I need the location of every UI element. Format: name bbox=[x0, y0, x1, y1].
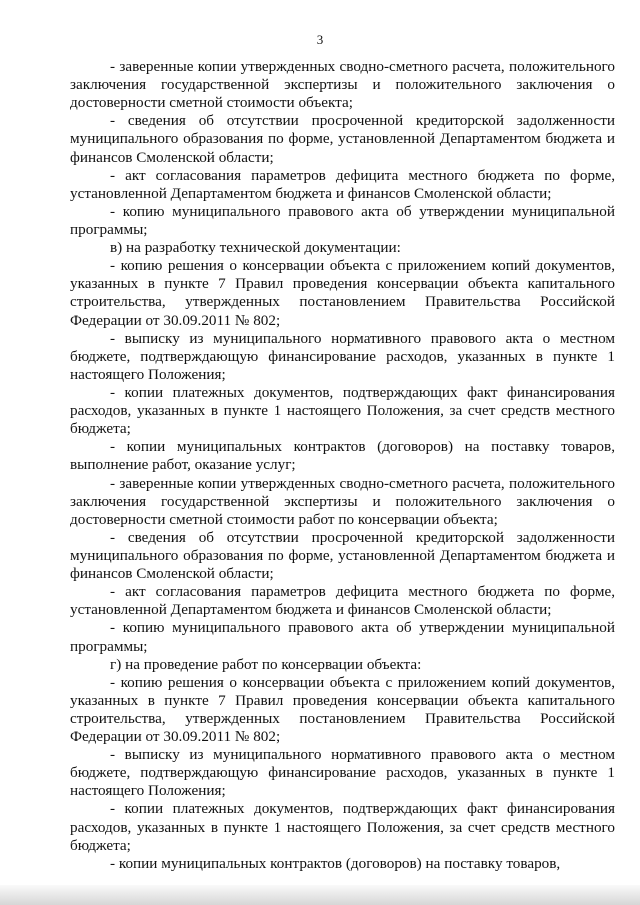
paragraph: - выписку из муниципального нормативного правового акта о местном бюджете, подтверждающую финансирование расходов, указанных в пункте 1 настоящего Положения; bbox=[70, 746, 615, 800]
page-number: 3 bbox=[316, 32, 324, 47]
paragraph: - копии платежных документов, подтверждающих факт финансирования расходов, указанных в пункте 1 настоящего Положения, за счет средств местного бюджета; bbox=[70, 383, 615, 438]
paragraph: - акт согласования параметров дефицита местного бюджета по форме, установленной Департаментом бюджета и финансов Смоленской области; bbox=[70, 583, 615, 619]
paragraph: - выписку из муниципального нормативного правового акта о местном бюджете, подтверждающую финансирование расходов, указанных в пункте 1 настоящего Положения; bbox=[70, 329, 615, 383]
paragraph: - заверенные копии утвержденных сводно-сметного расчета, положительного заключения государственной экспертизы и положительного заключения о достоверности сметной стоимости объекта; bbox=[70, 58, 615, 112]
paragraph: - копию муниципального правового акта об утверждении муниципальной программы; bbox=[70, 202, 615, 238]
paragraph: - копию решения о консервации объекта с приложением копий документов, указанных в пункте 7 Правил проведения консервации объекта капитального строительства, утвержденных постановлением Правительства Российской Федерации от 30.09.2011 № 802; bbox=[70, 257, 615, 329]
document-body bbox=[70, 58, 615, 873]
paragraph: - сведения об отсутствии просроченной кредиторской задолженности муниципального образования по форме, установленной Департаментом бюджета и финансов Смоленской области; bbox=[70, 112, 615, 166]
paragraph: - акт согласования параметров дефицита местного бюджета по форме, установленной Департаментом бюджета и финансов Смоленской области; bbox=[70, 166, 615, 202]
paragraph: - копии муниципальных контрактов (договоров) на поставку товаров, выполнение работ, оказание услуг; bbox=[70, 438, 615, 474]
scan-bottom-edge bbox=[0, 885, 640, 905]
paragraph: - копии платежных документов, подтверждающих факт финансирования расходов, указанных в пункте 1 настоящего Положения, за счет средств местного бюджета; bbox=[70, 800, 615, 854]
paragraph: - копии муниципальных контрактов (договоров) на поставку товаров, bbox=[110, 854, 561, 872]
paragraph: - заверенные копии утвержденных сводно-сметного расчета, положительного заключения государственной экспертизы и положительного заключения о достоверности сметной стоимости работ по консервации объекта; bbox=[70, 474, 615, 528]
paragraph: г) на проведение работ по консервации объекта: bbox=[110, 655, 422, 673]
paragraph: - сведения об отсутствии просроченной кредиторской задолженности муниципального образования по форме, установленной Департаментом бюджета и финансов Смоленской области; bbox=[70, 528, 615, 583]
paragraph: - копию муниципального правового акта об утверждении муниципальной программы; bbox=[70, 619, 615, 655]
paragraph: в) на разработку технической документации: bbox=[110, 239, 401, 257]
paragraph: - копию решения о консервации объекта с приложением копий документов, указанных в пункте 7 Правил проведения консервации объекта капитального строительства, утвержденных постановлением Правительства Российской Федерации от 30.09.2011 № 802; bbox=[70, 673, 615, 746]
